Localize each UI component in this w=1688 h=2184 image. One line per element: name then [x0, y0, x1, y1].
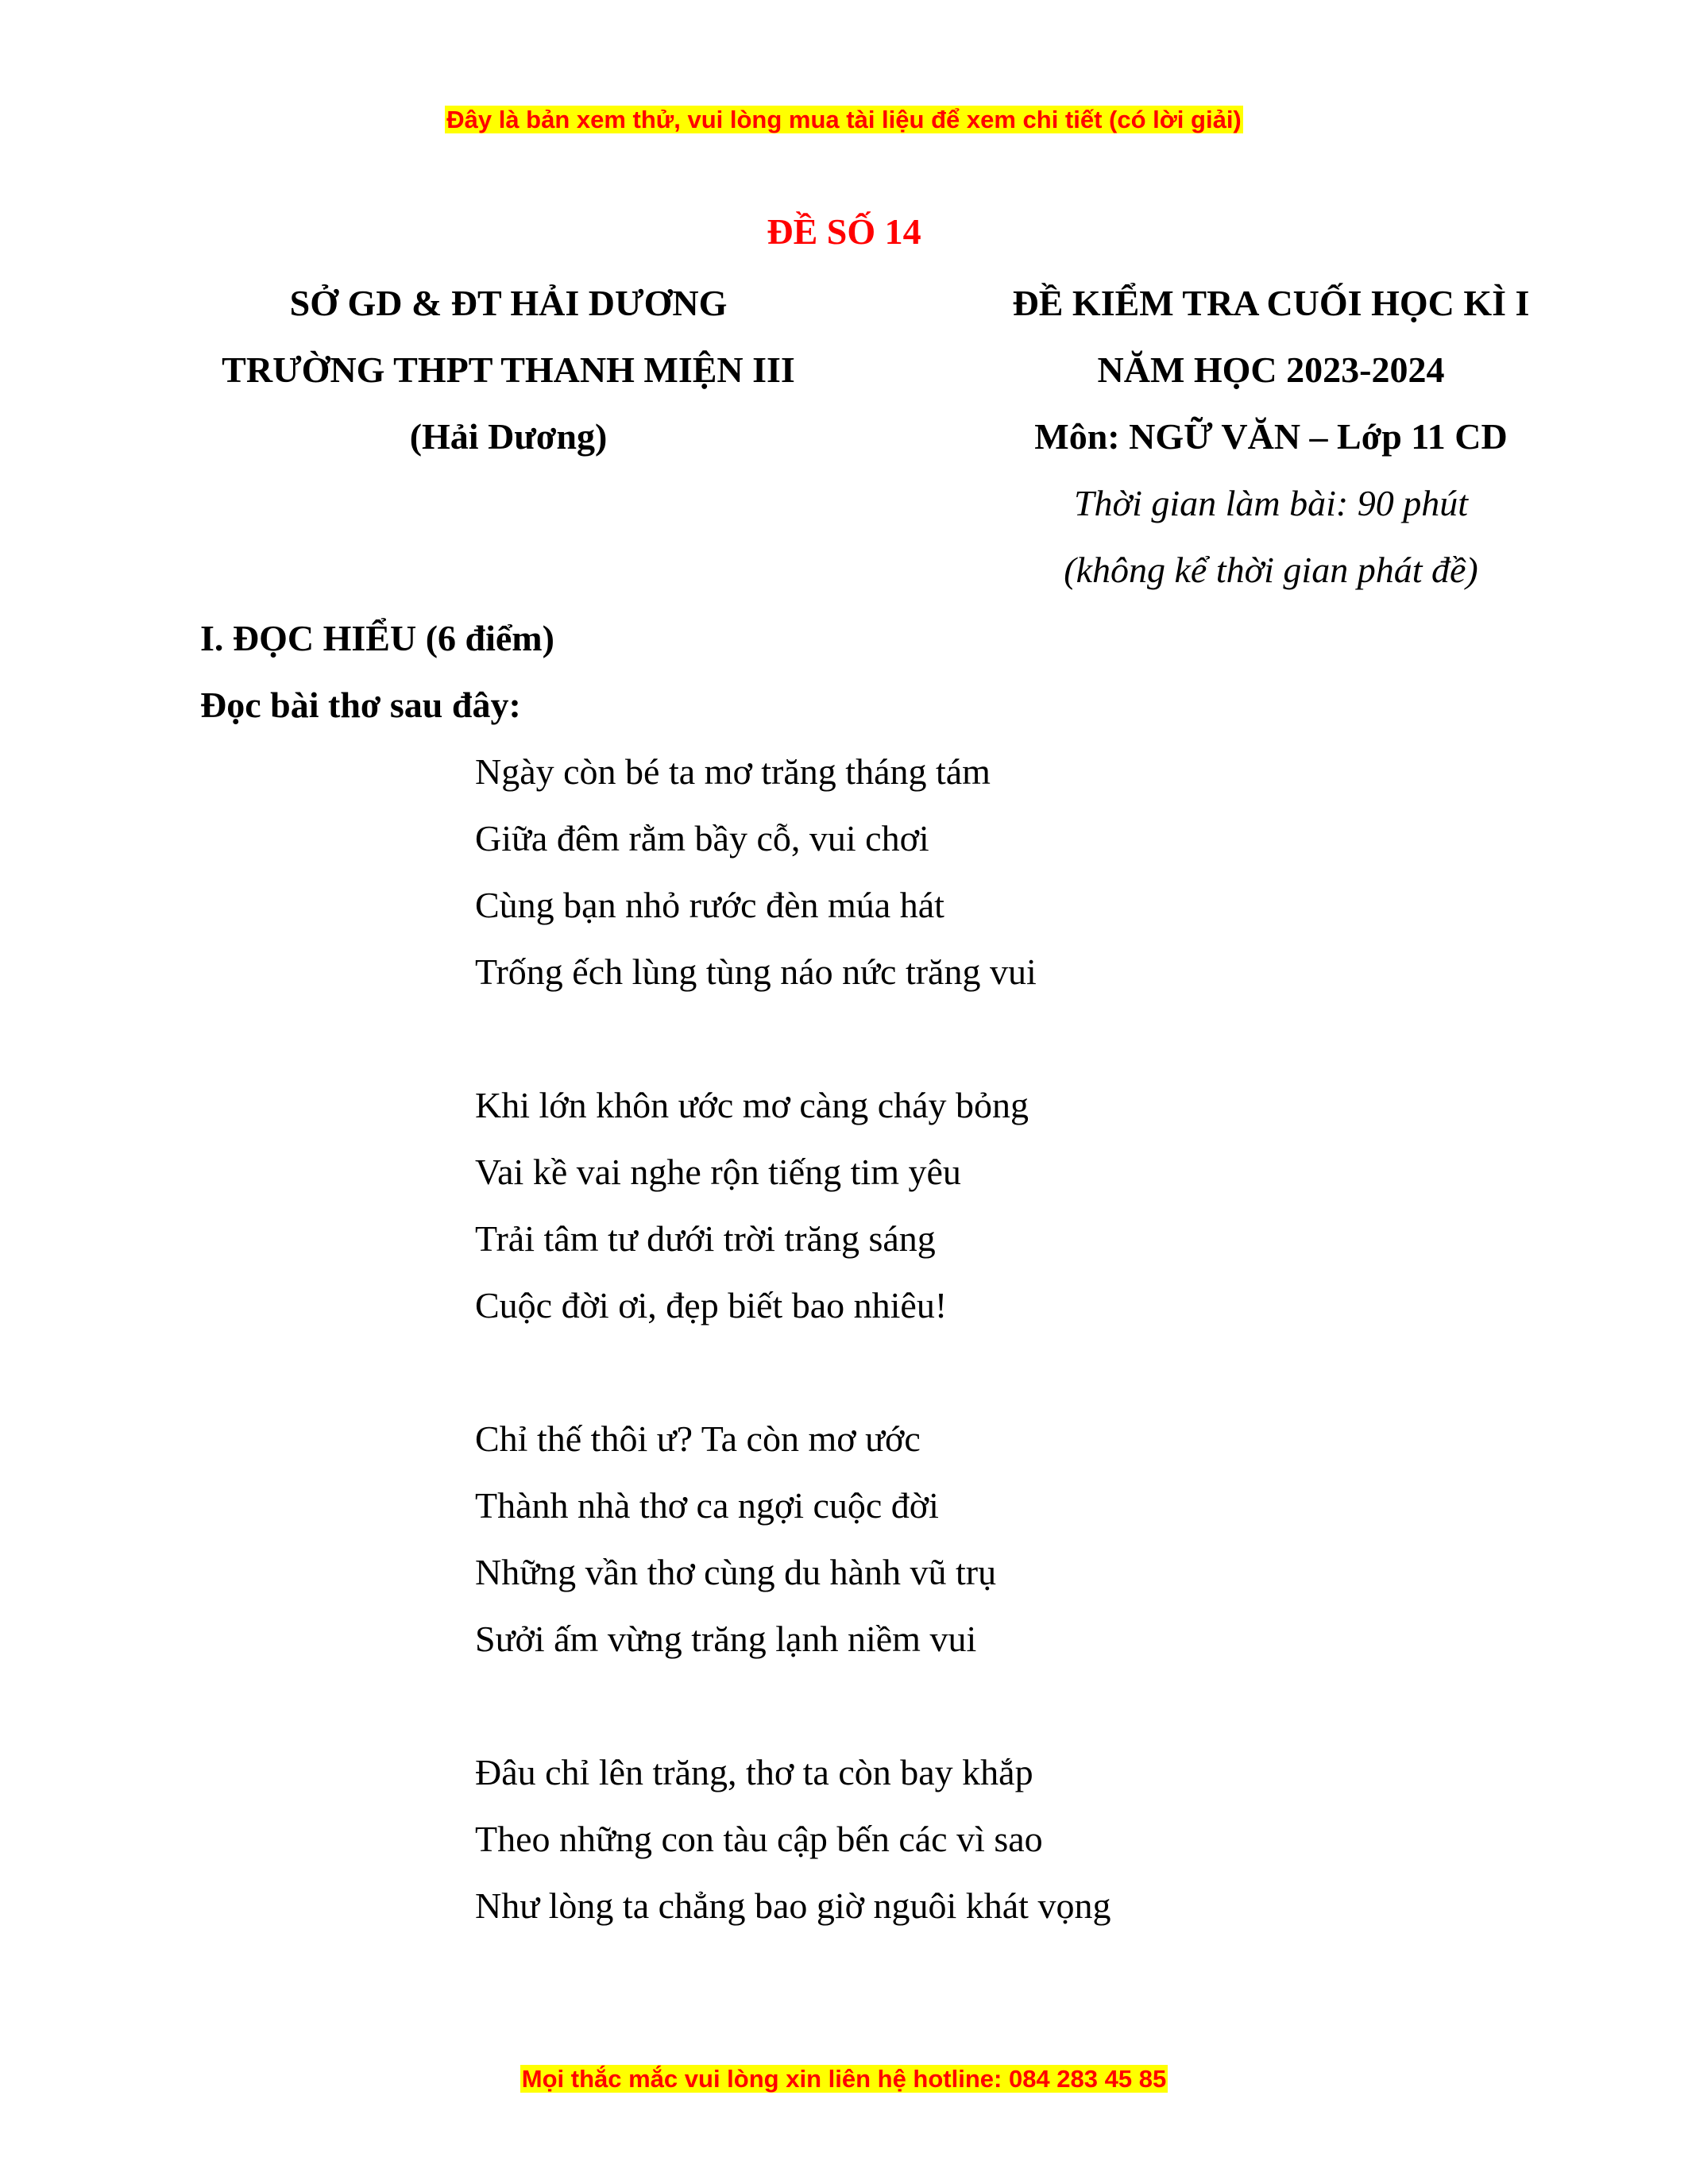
poem-line: Như lòng ta chẳng bao giờ nguôi khát vọng [475, 1885, 1111, 1926]
hotline-banner [0, 2062, 1688, 2096]
time-limit: Thời gian làm bài: 90 phút [1073, 483, 1469, 523]
poem-line: Khi lớn khôn ước mơ càng cháy bỏng [475, 1085, 1029, 1125]
poem-line: Giữa đêm rằm bầy cỗ, vui chơi [475, 818, 929, 859]
poem-line: Chỉ thế thôi ư? Ta còn mơ ước [475, 1418, 921, 1459]
subject-line: Môn: NGỮ VĂN – Lớp 11 CD [1034, 416, 1508, 457]
poem-line: Trống ếch lùng tùng náo nức trăng vui [475, 951, 1037, 992]
department-name: SỞ GD & ĐT HẢI DƯƠNG [289, 283, 728, 323]
poem [475, 739, 1111, 1939]
school-header [159, 270, 858, 470]
exam-header [914, 270, 1628, 604]
poem-line: Trải tâm tư dưới trời trăng sáng [475, 1218, 936, 1259]
poem-line: Những vần thơ cùng du hành vũ trụ [475, 1552, 997, 1592]
poem-stanza [475, 1072, 1111, 1339]
section-instruction: Đọc bài thơ sau đây: [200, 685, 521, 725]
time-note: (không kể thời gian phát đề) [1064, 550, 1478, 590]
poem-line: Cùng bạn nhỏ rước đèn múa hát [475, 885, 944, 925]
preview-notice-text: Đây là bản xem thử, vui lòng mua tài liệu để xem chi tiết (có lời giải) [446, 106, 1242, 133]
poem-line: Cuộc đời ơi, đẹp biết bao nhiêu! [475, 1285, 948, 1325]
exam-title: ĐỀ KIỂM TRA CUỐI HỌC KÌ I [1012, 283, 1530, 323]
exam-number-title: ĐỀ SỐ 14 [767, 211, 921, 252]
poem-stanza [475, 739, 1111, 1005]
poem-line: Ngày còn bé ta mơ trăng tháng tám [475, 751, 991, 792]
hotline-text: Mọi thắc mắc vui lòng xin liên hệ hotline: 084 283 45 85 [521, 2065, 1167, 2093]
preview-notice-banner [0, 103, 1688, 137]
poem-line: Theo những con tàu cập bến các vì sao [475, 1819, 1043, 1859]
school-location: (Hải Dương) [409, 416, 608, 457]
poem-line: Đâu chỉ lên trăng, thơ ta còn bay khắp [475, 1752, 1033, 1792]
poem-stanza [475, 1406, 1111, 1673]
poem-line: Vai kề vai nghe rộn tiếng tim yêu [475, 1152, 961, 1192]
poem-line: Sưởi ấm vừng trăng lạnh niềm vui [475, 1619, 977, 1659]
school-name: TRƯỜNG THPT THANH MIỆN III [222, 349, 795, 390]
school-year: NĂM HỌC 2023-2024 [1097, 349, 1445, 390]
poem-stanza [475, 1739, 1111, 1939]
section-title: I. ĐỌC HIỂU (6 điểm) [200, 618, 554, 658]
poem-line: Thành nhà thơ ca ngợi cuộc đời [475, 1485, 939, 1526]
